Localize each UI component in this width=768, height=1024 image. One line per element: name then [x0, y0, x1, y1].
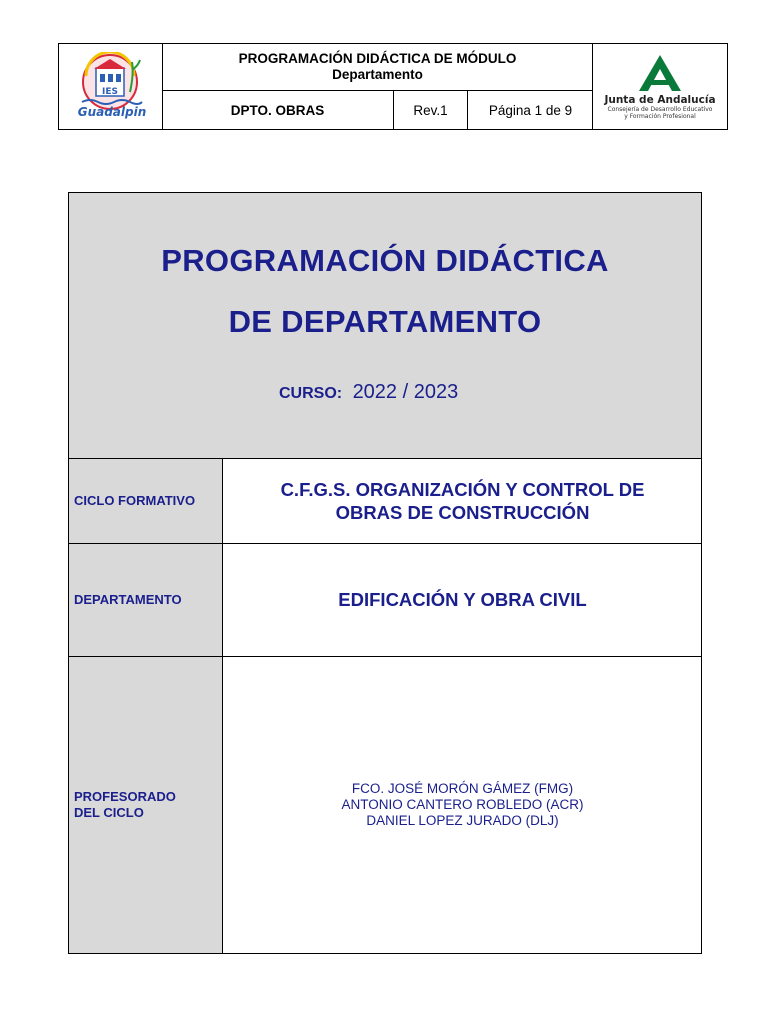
junta-subtitle-line2: y Formación Profesional [624, 112, 696, 120]
header-title [162, 44, 593, 91]
document-header [58, 43, 728, 130]
ciclo-line2: OBRAS DE CONSTRUCCIÓN [335, 502, 590, 523]
ciclo-line1: C.F.G.S. ORGANIZACIÓN Y CONTROL DE [280, 479, 645, 500]
junta-name: Junta de Andalucía [604, 93, 716, 106]
junta-logo-cell [592, 44, 727, 129]
row-profesorado [69, 657, 701, 953]
cover-title-block [69, 193, 701, 459]
row-label-profesorado [69, 657, 223, 953]
cover-table [68, 192, 702, 954]
profesorado-label-line2: DEL CICLO [74, 805, 144, 820]
cover-title-line1: PROGRAMACIÓN DIDÁCTICA [161, 243, 609, 278]
row-value-departamento [224, 544, 701, 656]
svg-text:Guadalpin: Guadalpin [77, 104, 146, 119]
curso-label: CURSO: [279, 385, 343, 402]
junta-subtitle-line1: Consejería de Desarrollo Educativo [607, 105, 713, 113]
teacher-name: DANIEL LOPEZ JURADO (DLJ) [366, 813, 559, 828]
row-label-ciclo-formativo: CICLO FORMATIVO [69, 459, 223, 543]
curso [279, 381, 458, 404]
row-value-profesorado [224, 657, 701, 953]
row-departamento [69, 544, 701, 657]
school-logo-cell [59, 44, 163, 129]
header-center [162, 44, 593, 129]
departamento-value: EDIFICACIÓN Y OBRA CIVIL [338, 589, 587, 610]
header-title-line1: PROGRAMACIÓN DIDÁCTICA DE MÓDULO [238, 51, 517, 66]
junta-de-andalucia-logo-icon [637, 54, 683, 92]
cover-title-line2: DE DEPARTAMENTO [228, 304, 542, 339]
curso-value: 2022 / 2023 [352, 381, 459, 403]
school-logo-icon [72, 52, 150, 122]
teacher-name: FCO. JOSÉ MORÓN GÁMEZ (FMG) [351, 781, 574, 796]
svg-text:IES: IES [101, 86, 118, 97]
header-department: DPTO. OBRAS [162, 91, 394, 129]
header-title-line2: Departamento [332, 67, 423, 82]
header-revision: Rev.1 [394, 91, 468, 129]
row-value-ciclo-formativo [224, 459, 701, 543]
profesorado-label-line1: PROFESORADO [74, 789, 176, 804]
header-page-number: Página 1 de 9 [488, 102, 573, 118]
teacher-name: ANTONIO CANTERO ROBLEDO (ACR) [341, 797, 584, 812]
row-label-departamento: DEPARTAMENTO [69, 544, 223, 656]
row-ciclo-formativo [69, 459, 701, 544]
header-info-row [162, 91, 593, 129]
